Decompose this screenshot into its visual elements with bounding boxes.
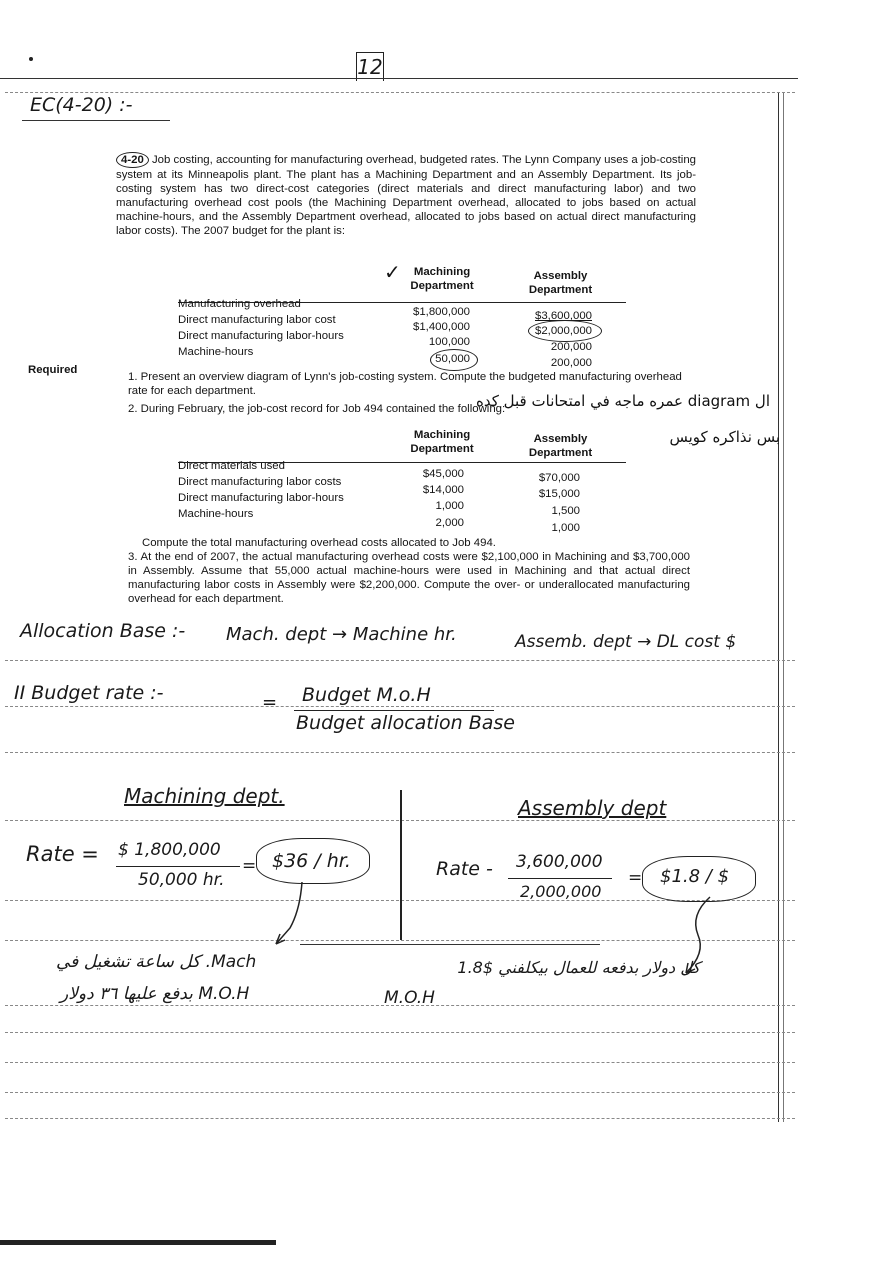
budget-assembly-value: $2,000,000 <box>534 325 592 337</box>
job-assembly-value: $70,000 <box>538 472 580 484</box>
assembly-rate-result: $1.8 / $ <box>660 866 730 887</box>
machining-equals: = <box>242 856 257 876</box>
note-line <box>5 92 795 93</box>
job-machining-value: 1,000 <box>435 500 464 512</box>
note-line <box>5 706 795 707</box>
budget-machining-value: $1,800,000 <box>412 306 470 318</box>
machining-rate-result: $36 / hr. <box>272 850 351 872</box>
exercise-heading: EC(4-20) :- <box>30 94 133 116</box>
job-machining-value: $14,000 <box>422 484 464 496</box>
job-machining-value: 2,000 <box>435 517 464 529</box>
budget-col-machining: Machining Department <box>410 266 474 292</box>
fraction-line <box>116 866 240 867</box>
problem-statement <box>116 152 696 238</box>
stray-dot <box>29 57 33 61</box>
budget-rate-equals: = <box>262 692 278 713</box>
budget-rate-numerator: Budget M.o.H <box>302 684 431 706</box>
budget-machining-value: 50,000 <box>435 353 470 365</box>
top-rule <box>0 78 798 79</box>
checkmark-icon: ✓ <box>384 262 401 284</box>
separator-line <box>300 944 600 945</box>
page-number: 12 <box>356 52 384 81</box>
job-machining-value: $45,000 <box>422 468 464 480</box>
job-table <box>178 428 628 538</box>
arabic-note: ال diagram عمره ماجه في امتحانات قبل كده <box>476 392 770 410</box>
budget-col-assembly: Assembly Department <box>528 270 593 296</box>
machining-rate-label: Rate = <box>26 842 99 866</box>
required-label: Required <box>28 364 78 376</box>
job-col-assembly: Assembly Department <box>528 433 593 459</box>
allocation-machining: Mach. dept → Machine hr. <box>226 624 457 645</box>
bottom-edge-bar <box>0 1240 276 1245</box>
budget-table <box>178 262 628 372</box>
budget-row-label: Direct manufacturing labor cost <box>178 314 336 326</box>
assembly-title: Assembly dept <box>518 796 667 820</box>
job-row-label: Direct manufacturing labor-hours <box>178 492 344 504</box>
requirement-2: 2. During February, the job-cost record for Job 494 contained the following: <box>128 403 506 415</box>
budget-rate-denominator: Budget allocation Base <box>296 712 515 734</box>
allocation-assembly: Assemb. dept → DL cost $ <box>515 632 737 652</box>
arabic-machining-line2: M.O.H بدفع عليها ٣٦ دولار <box>60 984 250 1004</box>
budget-row-label: Direct manufacturing labor-hours <box>178 330 344 342</box>
job-assembly-value: 1,000 <box>551 522 580 534</box>
note-line <box>5 1032 795 1033</box>
assembly-rate-denominator: 2,000,000 <box>520 882 602 901</box>
right-margin-line <box>778 92 779 1122</box>
right-margin-line-2 <box>783 92 784 1122</box>
heading-underline <box>22 120 170 121</box>
job-assembly-value: 1,500 <box>551 505 580 517</box>
fraction-line <box>508 878 612 879</box>
note-line <box>5 1062 795 1063</box>
note-line <box>5 940 795 941</box>
budget-rate-label: II Budget rate :- <box>14 682 164 704</box>
fraction-line <box>294 710 494 711</box>
job-row-label: Direct manufacturing labor costs <box>178 476 342 488</box>
machining-title: Machining dept. <box>124 784 285 808</box>
problem-id: 4-20 <box>116 152 149 168</box>
machining-rate-numerator: $ 1,800,000 <box>118 840 221 860</box>
arabic-assembly-line1: كل دولار بدفعه للعمال بيكلفني $1.8 <box>457 958 700 977</box>
machining-rate-denominator: 50,000 hr. <box>138 870 225 890</box>
assembly-rate-numerator: 3,600,000 <box>516 852 603 872</box>
column-divider <box>400 790 402 940</box>
problem-text: Job costing, accounting for manufacturing overhead, budgeted rates. The Lynn Company uses a job-costing system at its Minneapolis plant. The plant has a Machining Department and an Assembly Department. Its job-costing system has two direct-cost categories (direct materials and direct manufacturing labor) and two manufacturing overhead cost pools (the Machining Department overhead, allocated to jobs based on actual machine-hours, and the Assembly Department overhead, allocated to jobs based on actual direct manufacturing labor costs). The 2007 budget for the plant is: <box>116 154 696 237</box>
note-line <box>5 1092 795 1093</box>
budget-row-label: Manufacturing overhead <box>178 298 301 310</box>
budget-machining-value: 100,000 <box>428 336 470 348</box>
job-row-label: Machine-hours <box>178 508 254 520</box>
budget-assembly-value: $3,600,000 <box>534 310 592 322</box>
job-row-label: Direct materials used <box>178 460 285 472</box>
assembly-rate-label: Rate - <box>436 858 493 880</box>
note-line <box>5 1118 795 1119</box>
note-line <box>5 660 795 661</box>
job-assembly-value: $15,000 <box>538 488 580 500</box>
arrow-icon <box>270 880 330 950</box>
circle-mark <box>528 320 602 342</box>
budget-row-label: Machine-hours <box>178 346 254 358</box>
arabic-assembly-line2: M.O.H <box>384 988 435 1008</box>
budget-assembly-value: 200,000 <box>550 341 592 353</box>
assembly-equals: = <box>628 868 643 888</box>
arabic-note: بس نذاكره كويس <box>669 428 780 446</box>
note-line <box>5 752 795 753</box>
requirement-1: 1. Present an overview diagram of Lynn's job-costing system. Compute the budgeted manufacturing overhead rate for each department. <box>128 371 682 397</box>
circle-mark <box>430 349 478 371</box>
budget-assembly-value: 200,000 <box>550 357 592 369</box>
requirement-2-compute: Compute the total manufacturing overhead costs allocated to Job 494. <box>142 537 496 549</box>
allocation-base-label: Allocation Base :- <box>20 620 186 642</box>
arabic-machining-line1: Mach. كل ساعة تشغيل في <box>56 952 257 972</box>
job-col-machining: Machining Department <box>410 429 474 455</box>
requirement-3: 3. At the end of 2007, the actual manufacturing overhead costs were $2,100,000 in Machining and $3,700,000 in Assembly. Assume that 55,000 actual machine-hours were used in Machining and that actual direct manufacturing labor costs in Assembly were $2,200,000. Compute the over- or underallocated manufacturing overhead for each department. <box>128 551 690 605</box>
budget-machining-value: $1,400,000 <box>412 321 470 333</box>
